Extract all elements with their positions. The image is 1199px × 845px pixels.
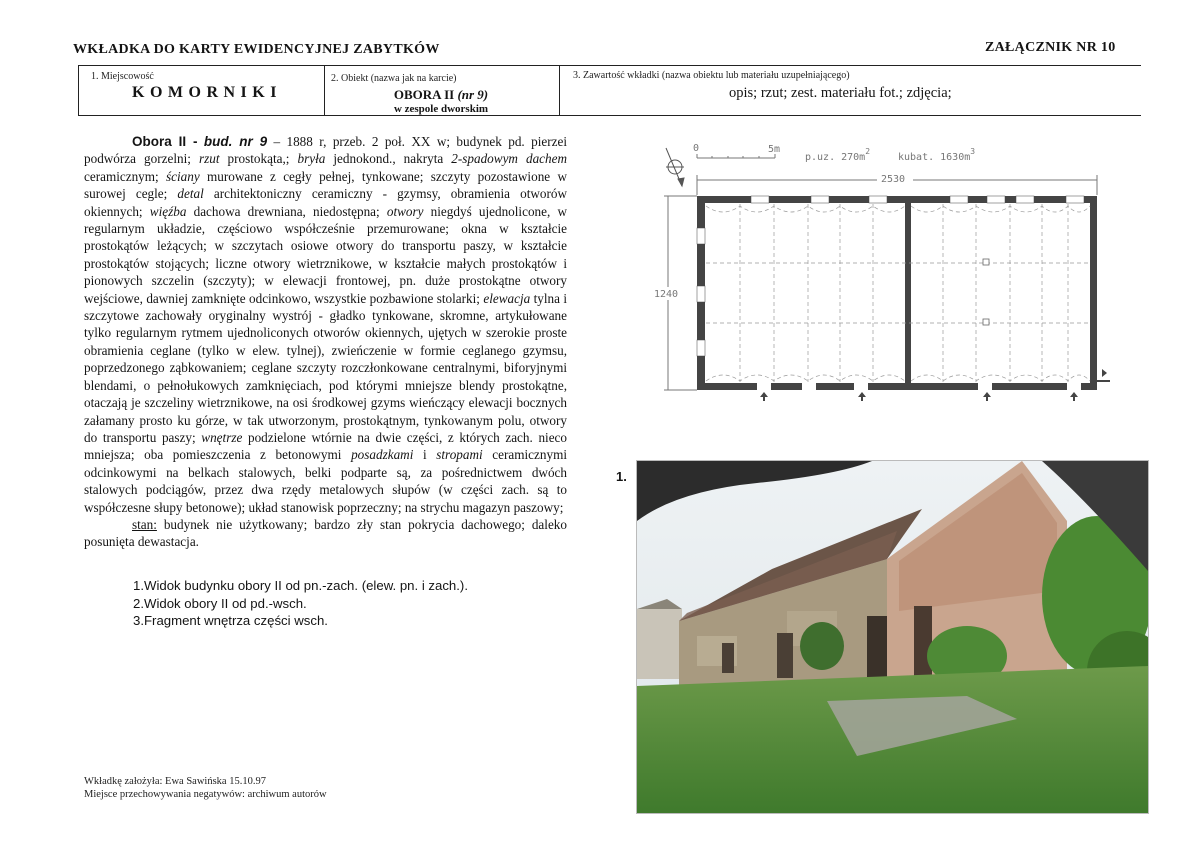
footer xyxy=(84,775,327,801)
usable-area: p.uz. $270m^2$ xyxy=(805,147,871,163)
condition-text: budynek nie użytkowany; bardzo zły stan pokrycia dachowego; daleko posunięta dewastacja. xyxy=(84,516,567,550)
contents-value: opis; rzut; zest. materiału fot.; zdjęcia; xyxy=(729,85,952,101)
condition-label: stan: xyxy=(132,516,157,532)
object-number: (nr 9) xyxy=(457,87,489,102)
author-line: Wkładkę założyła: Ewa Sawińska 15.10.97 xyxy=(84,776,266,787)
scale-bar xyxy=(697,154,775,158)
place-label: 1. Miejscowość xyxy=(91,71,154,82)
barn-photo-image xyxy=(637,461,1148,813)
photo-list-item: 2.Widok obory II od pd.-wsch. xyxy=(133,595,307,611)
scale-zero: 0 xyxy=(693,143,700,154)
height-dimension: 1240 xyxy=(654,289,679,300)
form-row xyxy=(78,65,1141,116)
place-value: KOMORNIKI xyxy=(132,84,282,101)
place-cell xyxy=(78,66,325,115)
scale-end: 5m xyxy=(768,144,781,155)
north-arrow-icon xyxy=(666,148,684,186)
object-cell xyxy=(323,66,560,115)
object-subtitle: w zespole dworskim xyxy=(393,103,489,115)
photo-list-item: 1.Widok budynku obory II od pn.-zach. (elew. pn. i zach.). xyxy=(133,578,468,593)
photo-list-item: 3.Fragment wnętrza części wsch. xyxy=(133,613,328,628)
building-walls xyxy=(697,196,1097,390)
floor-plan xyxy=(640,140,1120,410)
photo-list xyxy=(133,577,468,630)
heading-building-number: bud. nr 9 xyxy=(203,134,268,149)
condition-paragraph xyxy=(84,516,567,551)
photo-number: 1. xyxy=(616,469,627,484)
heading-object: Obora II - xyxy=(132,134,198,149)
description-text: Obora II - bud. nr 9 – 1888 r, przeb. 2 poł. XX w; budynek pd. pierzei podwórza gorzelni; rzut prostokąta,; bryła jednokond., nakryta 2-spadowym dachem ceramicznym; ściany murowane z cegły pełnej, tynkowane; szczyty pozostawione w surowej cegle; detal architektoniczny ceramiczny - gzymsy, obramienia otworów okiennych; więźba dachowa drewniana, niedostępna; otwory niegdyś ujednolicone, w regularnym układzie, częściowo współcześnie przemurowane; okna w kształcie prostokątów leżących; w szczytach osiowe otwory do transportu paszy, w kształcie prostokątów stojących; liczne otwory wietrznikowe, w kształcie małych prostokątów i pionowych szczelin (szczyty); w elewacji frontowej, pn. duże prostokątne otwory wejściowe, dawniej zamknięte odcinkowo, wszystkie pozbawione stolarki; elewacja tylna i szczytowe zachowały oryginalny wystrój - gładko tynkowane, skromne, artykułowane tylko regularnym rytmem ujednoliconych otworów okiennych, ujętych w szerokie proste obramienia ceglane (tylko w elew. tylnej), zwieńczenie w formie ceglanego gzymsu, poprzedzonego ząbkowaniem; ceglane szczyty rozczłonkowane centralnymi, biforyjnymi blendami, o pełnołukowych zamknięciach, pod którymi mniejsze blendy prostokątne, otaczają je szczeliny wietrznikowe, na osi środkowej gzyms wieńczący elewacji bocznych załamany prosto ku górze, w tak utworzonym, prostokątnym, tynkowanym polu, otwory do transportu paszy; wnętrze podzielone wtórnie na dwie części, z których zach. nieco mniejsza; oba pomieszczenia z betonowymi posadzkami i stropami ceramicznymi odcinkowymi na belkach stalowych, belki podparte są, za pośrednictwem dwóch stalowych podciągów, przez dwa rzędy metalowych słupów (w części zach. są to współczesne słupy betonowe); układ stanowisk poprzeczny; na strychu magazyn paszowy; stan: budynek nie użytkowany; bardzo zły stan pokrycia dachowego; daleko posunięta dewastacja. xyxy=(84,134,568,550)
contents-label: 3. Zawartość wkładki (nazwa obiektu lub materiału uzupełniającego) xyxy=(573,70,850,81)
document-title: WKŁADKA DO KARTY EWIDENCYJNEJ ZABYTKÓW xyxy=(73,42,440,57)
annex-number: ZAŁĄCZNIK NR 10 xyxy=(985,40,1116,55)
object-name: OBORA II (nr 9) xyxy=(393,87,489,102)
storage-line: Miejsce przechowywania negatywów: archiwum autorów xyxy=(84,789,327,800)
building-photo xyxy=(636,460,1149,814)
cubature: kubat. $1630m^3$ xyxy=(898,147,976,163)
width-dimension: 2530 xyxy=(881,174,906,185)
object-label: 2. Obiekt (nazwa jak na karcie) xyxy=(331,73,457,84)
contents-cell xyxy=(559,66,1141,115)
